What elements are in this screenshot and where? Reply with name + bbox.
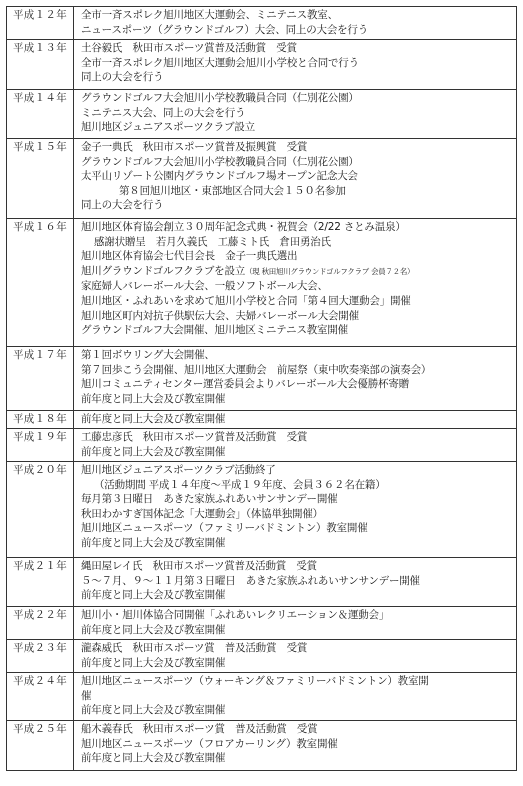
table-row (7, 721, 517, 771)
content-line: 全市一斉スポレク旭川地区大運動会旭川小学校と合同で行う (81, 56, 359, 69)
content-line: 旭川地区体育協会創立３０周年記念式典・祝賀会（2/22 さとみ温泉） (81, 221, 406, 233)
content-line: 旭川地区体育協会七代目会長 金子一典氏選出 (81, 250, 298, 263)
content-line: 縄田屋レイ氏 秋田市スポーツ賞普及活動賞 受賞 (81, 560, 317, 572)
content-line: 毎月第３日曜日 あきた家族ふれあいサンサンデー開催 (81, 493, 338, 506)
content-cell (74, 411, 517, 429)
content-line: グラウンドゴルフ大会旭川小学校教職員合同（仁別花公園） (81, 92, 359, 104)
content-line: 太平山リゾート公園内グラウンドゴルフ場オープン記念大会 (81, 170, 358, 183)
table-row (7, 558, 517, 607)
content-line: 土谷毅氏 秋田市スポーツ賞普及活動賞 受賞 (81, 42, 297, 54)
content-line: 旭川地区・ふれあいを求めて旭川小学校と合同「第４回大運動会」開催 (81, 294, 411, 307)
content-line: ミニテニス大会、同上の大会を行う (81, 106, 246, 119)
table-row (7, 90, 517, 139)
content-cell (74, 558, 517, 607)
table-row (7, 347, 517, 411)
year-cell: 平成１２年 (7, 7, 74, 40)
content-cell (74, 429, 517, 462)
content-line: グラウンドゴルフ大会旭川小学校教職員合同（仁別花公園） (81, 155, 359, 168)
content-line: 旭川地区町内対抗子供駅伝大会、夫婦バレーボール大会開催 (81, 309, 359, 322)
year-cell: 平成２１年 (7, 558, 74, 607)
content-cell (74, 721, 517, 771)
content-line: 旭川地区ニュースポーツ（フロアカーリング）教室開催 (81, 737, 338, 750)
content-line: 同上の大会を行う (81, 71, 164, 84)
content-line: 旭川地区ジュニアスポーツクラブ設立 (81, 121, 255, 134)
content-cell (74, 640, 517, 673)
content-line: 第８回旭川地区・東部地区合同大会１５０名参加 (119, 184, 346, 197)
year-cell: 平成１３年 (7, 40, 74, 90)
year-cell: 平成２２年 (7, 607, 74, 640)
table-row (7, 607, 517, 640)
content-line: 前年度と同上大会及び教室開催 (81, 623, 226, 636)
content-cell (74, 347, 517, 411)
content-line: 船木義春氏 秋田市スポーツ賞 普及活動賞 受賞 (81, 723, 318, 735)
content-cell (74, 90, 517, 139)
content-text: 旭川グラウンドゴルフクラブを設立 (81, 264, 246, 277)
content-line: 旭川小・旭川体協合同開催「ふれあいレクリエーション＆運動会」 (81, 609, 390, 621)
content-line: 前年度と同上大会及び教室開催 (81, 413, 226, 425)
content-line: 前年度と同上大会及び教室開催 (81, 589, 226, 602)
year-cell: 平成１４年 (7, 90, 74, 139)
content-line: ニュースポーツ（グラウンドゴルフ）大会、同上の大会を行う (81, 23, 369, 36)
table-row (7, 429, 517, 462)
content-line: グラウンドゴルフ大会開催、旭川地区ミニテニス教室開催 (81, 324, 348, 337)
content-cell (74, 7, 517, 40)
year-cell: 平成１６年 (7, 219, 74, 347)
content-line: 同上の大会を行う (81, 199, 164, 212)
table-row (7, 411, 517, 429)
content-line: 家庭婦人バレーボール大会、一般ソフトボール大会、 (81, 280, 328, 293)
table-row (7, 673, 517, 721)
year-cell: 平成２３年 (7, 640, 74, 673)
content-line: 前年度と同上大会及び教室開催 (81, 752, 226, 765)
table-row (7, 640, 517, 673)
content-line: 瀧森威氏 秋田市スポーツ賞 普及活動賞 受賞 (81, 642, 308, 654)
content-line: 工藤忠彦氏 秋田市スポーツ賞普及活動賞 受賞 (81, 431, 308, 443)
table-row (7, 139, 517, 219)
content-line: 旭川地区ニュースポーツ（ファミリーバドミントン）教室開催 (81, 522, 368, 535)
content-line: 催 (81, 689, 92, 702)
content-cell (74, 673, 517, 721)
content-line: 金子一典氏 秋田市スポーツ賞普及振興賞 受賞 (81, 141, 308, 153)
content-line: 前年度と同上大会及び教室開催 (81, 392, 226, 405)
year-cell: 平成１７年 (7, 347, 74, 411)
table-row (7, 7, 517, 40)
content-line: ５～７月、９～１１月第３日曜日 あきた家族ふれあいサンサンデー開催 (81, 574, 420, 587)
content-line: 全市一斉スポレク旭川地区大運動会、ミニテニス教室、 (81, 9, 338, 21)
club-note: （現 秋田旭川グラウンドゴルフクラブ 会員７２名） (245, 266, 415, 276)
content-line: 前年度と同上大会及び教室開催 (81, 445, 226, 458)
content-line: 前年度と同上大会及び教室開催 (81, 704, 226, 717)
content-line: 旭川コミュニティセンター運営委員会よりバレーボール大会優勝杯寄贈 (81, 378, 409, 391)
content-cell (74, 607, 517, 640)
year-cell: 平成１５年 (7, 139, 74, 219)
year-cell: 平成１８年 (7, 411, 74, 429)
content-line (81, 264, 514, 280)
content-cell (74, 462, 517, 558)
history-table (6, 6, 517, 771)
content-line: 感謝状贈呈 若月久義氏 工藤ミト氏 倉田勇治氏 (94, 235, 331, 248)
year-cell: 平成２０年 (7, 462, 74, 558)
content-line: 旭川地区ジュニアスポーツクラブ活動終了 (81, 464, 276, 476)
content-line: 前年度と同上大会及び教室開催 (81, 536, 226, 549)
year-cell: 平成２４年 (7, 673, 74, 721)
table-row (7, 219, 517, 347)
content-line: 秋田わかすぎ国体記念「大運動会」（体協単独開催） (81, 507, 323, 520)
content-line: 第７回歩こう会開催、旭川地区大運動会 前屋祭（東中吹奏楽部の演奏会） (81, 363, 432, 376)
content-line: 前年度と同上大会及び教室開催 (81, 656, 226, 669)
content-cell (74, 139, 517, 219)
table-row (7, 40, 517, 90)
content-cell (74, 40, 517, 90)
content-line: （活動期間 平成１４年度～平成１９年度、会員３６２名在籍） (94, 478, 386, 491)
content-line: 旭川地区ニュースポーツ（ウォーキング＆ファミリーバドミントン）教室開 (81, 675, 429, 687)
year-cell: 平成１９年 (7, 429, 74, 462)
content-cell (74, 219, 517, 347)
content-line: 第１回ボウリング大会開催、 (81, 349, 215, 361)
year-cell: 平成２５年 (7, 721, 74, 771)
table-row (7, 462, 517, 558)
